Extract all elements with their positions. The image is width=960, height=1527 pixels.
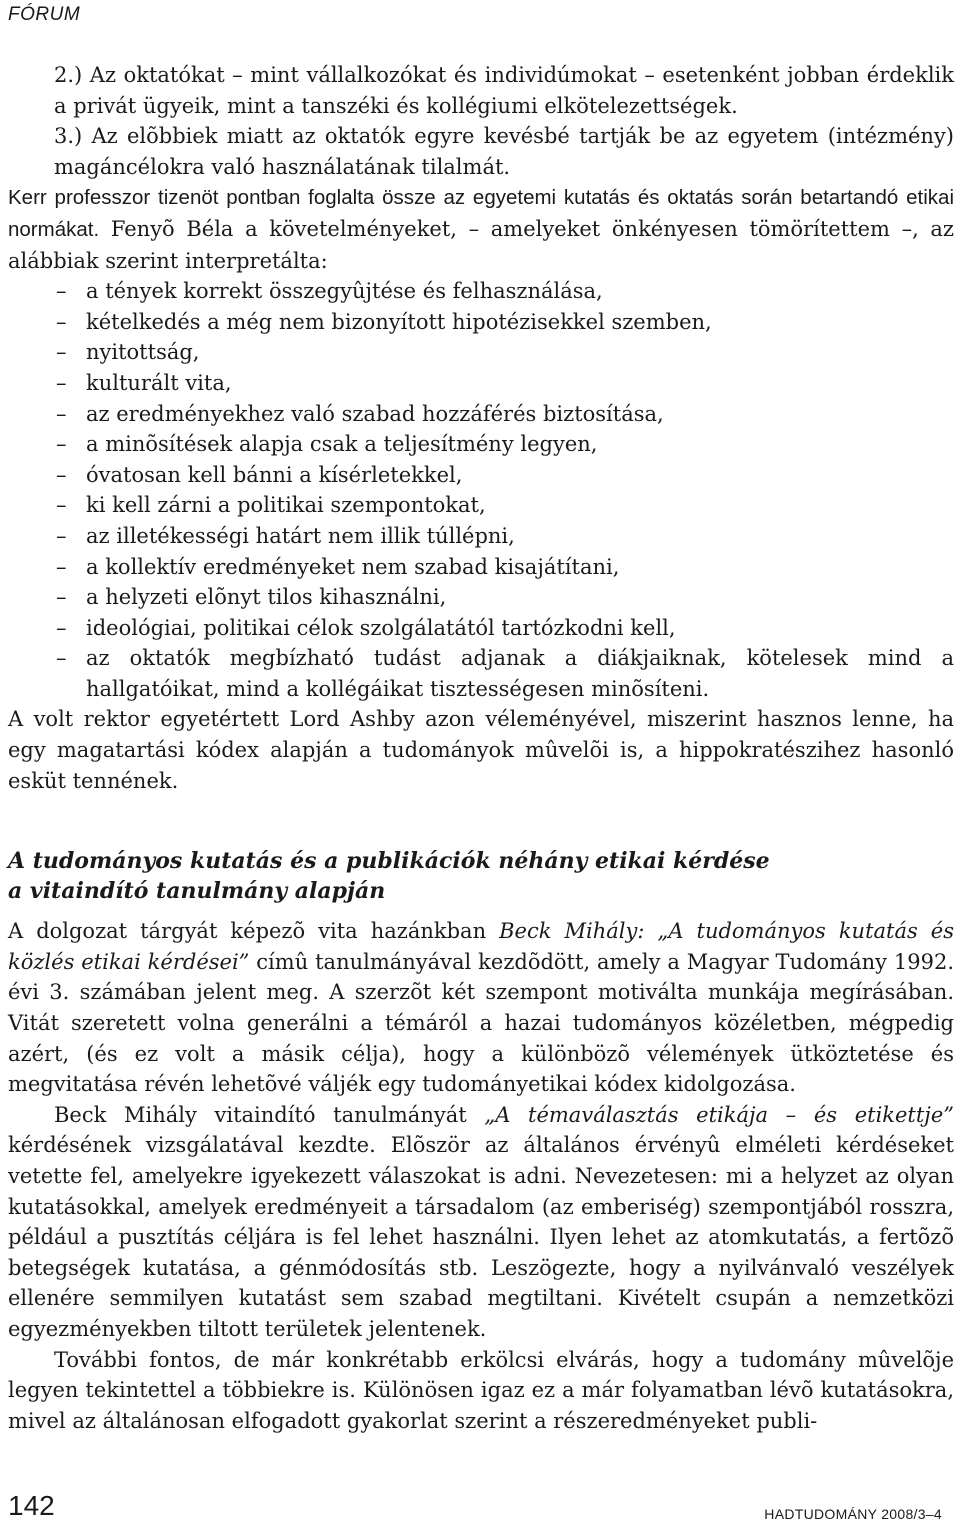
list-item: – a tények korrekt összegyûjtése és felhasználása, (8, 276, 954, 307)
list-item: – az eredményekhez való szabad hozzáférés biztosítása, (8, 399, 954, 430)
section-heading-line: a vitaindító tanulmány alapján (8, 878, 386, 905)
dash-bullet: – (56, 493, 67, 518)
rector-paragraph: A volt rektor egyetértett Lord Ashby azon véleményével, miszerint hasznos lenne, ha egy magatartási kódex alapján a tudományok mûvelõi is, a hippokratészihez hasonló esküt tennének. (8, 707, 954, 793)
list-item: – nyitottság, (8, 337, 954, 368)
body-paragraph: A dolgozat tárgyát képezõ vita hazánkban Beck Mihály: „A tudományos kutatás és közlés etikai kérdései” címû tanulmányával kezdõdött, amely a Magyar Tudomány 1992. évi 3. számában jelent meg. A szerzõt két szempont motiválta munkája megírásában. Vitát szeretett volna generálni a témáról a hazai tudományos közéletben, mégpedig azért, (és ez volt a másik célja), hogy a különbözõ vélemények ütköztetése és megvitatása révén lehetõvé váljék egy tudományetikai kódex kidolgozása. (8, 919, 954, 1097)
cited-title: „A témaválasztás etikája – és etikettje” (484, 1102, 954, 1127)
dash-bullet: – (56, 646, 67, 671)
ethics-norms-list (8, 276, 954, 704)
list-item: – a kollektív eredményeket nem szabad kisajátítani, (8, 552, 954, 583)
article-body (8, 60, 954, 1436)
dash-bullet: – (56, 340, 67, 365)
dash-bullet: – (56, 370, 67, 395)
list-item: – kulturált vita, (8, 368, 954, 399)
section-heading (8, 846, 954, 906)
dash-bullet: – (56, 401, 67, 426)
running-title: FÓRUM (8, 4, 81, 25)
fenyo-sentence: Fenyõ Béla a követelményeket, – amelyeket önkényesen tömörítettem –, az alábbiak szerint interpretálta: (8, 216, 954, 273)
dash-bullet: – (56, 279, 67, 304)
cited-work: Beck Mihály: „A tudományos kutatás és közlés etikai kérdései” (8, 919, 954, 974)
body-paragraph: További fontos, de már konkrétabb erkölcsi elvárás, hogy a tudomány mûvelõje legyen tekintettel a többiekre is. Különösen igaz ez a már folyamatban lévõ kutatásokra, mivel az általánosan elfogadott gyakorlat szerint a részeredményeket publi- (8, 1347, 954, 1433)
dash-bullet: – (56, 432, 67, 457)
numbered-item: 3.) Az elõbbiek miatt az oktatók egyre kevésbé tartják be az egyetem (intézmény) magáncélokra való használatának tilalmát. (54, 124, 954, 179)
list-item: – a helyzeti elõnyt tilos kihasználni, (8, 582, 954, 613)
dash-bullet: – (56, 554, 67, 579)
numbered-item: 2.) Az oktatókat – mint vállalkozókat és individúmokat – esetenként jobban érdeklik a privát ügyeik, mint a tanszéki és kollégiumi elkötelezettségek. (54, 63, 954, 118)
list-item: – kételkedés a még nem bizonyított hipotézisekkel szemben, (8, 307, 954, 338)
kerr-paragraph (8, 182, 954, 276)
list-item: – ideológiai, politikai célok szolgálatától tartózkodni kell, (8, 613, 954, 644)
dash-bullet: – (56, 615, 67, 640)
journal-issue: HADTUDOMÁNY 2008/3–4 (764, 1506, 942, 1522)
dash-bullet: – (56, 309, 67, 334)
kerr-sentence: Kerr professzor tizenöt pontban foglalta össze az egyetemi kutatás és oktatás során betartandó etikai normákat. (8, 186, 954, 241)
list-item: – a minõsítések alapja csak a teljesítmény legyen, (8, 429, 954, 460)
list-item: – az oktatók megbízható tudást adjanak a diákjaiknak, kötelesek mind a hallgatóikat, mind a kollégáikat tisztességesen minõsíteni. (8, 643, 954, 704)
list-item: – óvatosan kell bánni a kísérletekkel, (8, 460, 954, 491)
dash-bullet: – (56, 523, 67, 548)
body-paragraph: Beck Mihály vitaindító tanulmányát „A témaválasztás etikája – és etikettje” kérdésének vizsgálatával kezdte. Elõször az általános érvényû elméleti kérdéseket vetette fel, amelyekre igyekezett válaszokat is adni. Nevezetesen: mi a helyzet az olyan kutatásokkal, amelyek eredményeit a társadalom (az emberiség) szempontjából rosszra, például a pusztítás céljára is fel lehet használni. Ilyen lehet az atomkutatás, a fertõzõ betegségek kutatása, a génmódosítás stb. Leszögezte, hogy a nyilvánvaló veszélyek ellenére semmilyen kutatást sem szabad megtiltani. Kivételt csupán a nemzetközi egyezményekben tiltott területek jelentenek. (8, 1102, 954, 1341)
section-heading-line: A tudományos kutatás és a publikációk néhány etikai kérdése (8, 848, 770, 875)
page-number: 142 (8, 1490, 55, 1521)
page-footer (0, 1490, 960, 1527)
list-item: – ki kell zárni a politikai szempontokat, (8, 490, 954, 521)
dash-bullet: – (56, 585, 67, 610)
list-item: – az illetékességi határt nem illik túllépni, (8, 521, 954, 552)
dash-bullet: – (56, 462, 67, 487)
